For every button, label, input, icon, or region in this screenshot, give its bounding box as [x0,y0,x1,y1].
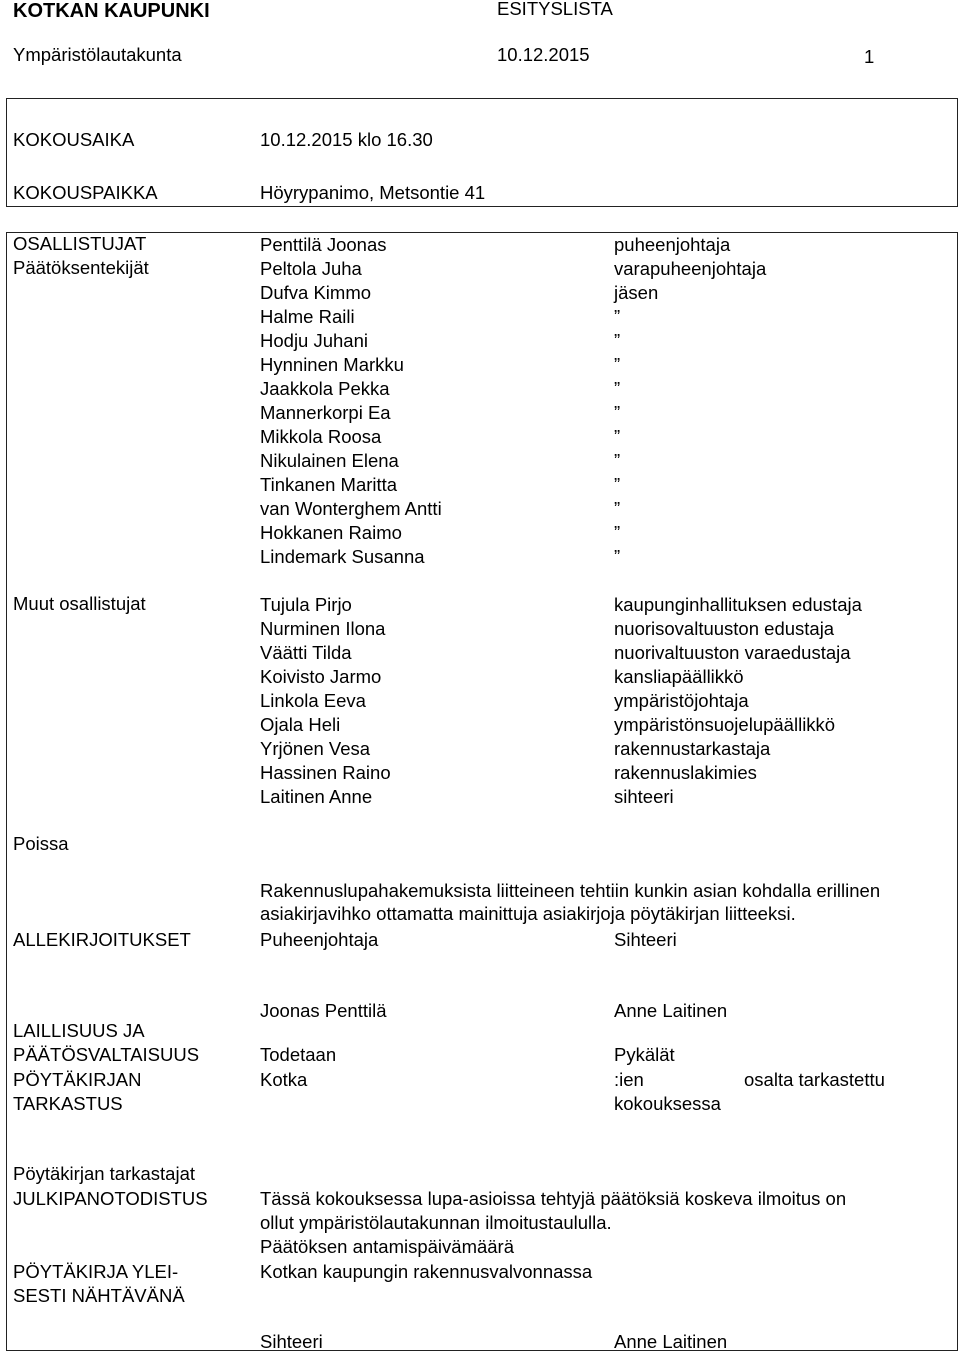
participant-role: ympäristönsuojelupäällikkö [614,714,836,735]
participant-role: ” [614,522,621,543]
posting-line-2: ollut ympäristölautakunnan ilmoitustaululla. [260,1212,612,1233]
public-secretary-name: Anne Laitinen [614,1331,728,1352]
participant-name: Hokkanen Raimo [260,522,402,543]
posting-line-1: Tässä kokouksessa lupa-asioissa tehtyjä päätöksiä koskeva ilmoitus on [260,1188,847,1209]
city-title: KOTKAN KAUPUNKI [13,0,210,22]
legality-confirmed: Todetaan [260,1044,337,1065]
box-left-border [6,98,7,206]
public-place-text: Kotkan kaupungin rakennusvalvonnassa [260,1261,593,1282]
legality-label-line-2: PÄÄTÖSVALTAISUUS [13,1044,200,1065]
participant-name: Yrjönen Vesa [260,738,371,759]
box-right-border-2 [957,232,958,1350]
participant-role: jäsen [614,282,659,303]
participant-role: ” [614,378,621,399]
participant-name: Dufva Kimmo [260,282,372,303]
chair-name: Joonas Penttilä [260,1000,387,1021]
posting-line-3: Päätöksen antamispäivämäärä [260,1236,515,1257]
participant-name: van Wonterghem Antti [260,498,442,519]
decision-makers-label: Päätöksentekijät [13,257,149,278]
participant-name: Hynninen Markku [260,354,404,375]
participant-name: Koivisto Jarmo [260,666,382,687]
header-date: 10.12.2015 [497,44,590,65]
other-participants-label: Muut osallistujat [13,593,146,614]
review-checked-text: osalta tarkastettu [744,1069,885,1090]
participant-role: ” [614,450,621,471]
participant-role: nuorivaltuuston varaedustaja [614,642,851,663]
participant-name: Penttilä Joonas [260,234,387,255]
sections-label: Pykälät [614,1044,675,1065]
participant-name: Halme Raili [260,306,355,327]
chair-title: Puheenjohtaja [260,929,379,950]
box-divider-2 [6,232,958,233]
participant-role: puheenjohtaja [614,234,731,255]
participant-role: ” [614,354,621,375]
participant-role: kaupunginhallituksen edustaja [614,594,862,615]
meeting-place-value: Höyrypanimo, Metsontie 41 [260,182,486,203]
box-divider-1 [6,206,958,207]
participant-name: Lindemark Susanna [260,546,425,567]
box-top-border [6,98,958,99]
box-right-border [957,98,958,206]
review-meeting-text: kokouksessa [614,1093,721,1114]
public-label-line-2: SESTI NÄHTÄVÄNÄ [13,1285,185,1306]
meeting-time-label: KOKOUSAIKA [13,129,135,150]
page-number: 1 [864,46,875,67]
participant-name: Linkola Eeva [260,690,366,711]
participant-name: Tujula Pirjo [260,594,352,615]
review-label-line-1: PÖYTÄKIRJAN [13,1069,142,1090]
participant-role: kansliapäällikkö [614,666,744,687]
participant-role: ” [614,474,621,495]
secretary-name: Anne Laitinen [614,1000,728,1021]
secretary-title: Sihteeri [614,929,677,950]
participant-role: varapuheenjohtaja [614,258,767,279]
meeting-time-value: 10.12.2015 klo 16.30 [260,129,433,150]
note-line-1: Rakennuslupahakemuksista liitteineen tehtiin kunkin asian kohdalla erillinen [260,880,881,901]
participant-name: Peltola Juha [260,258,362,279]
participant-name: Jaakkola Pekka [260,378,390,399]
participant-name: Laitinen Anne [260,786,373,807]
legality-label-line-1: LAILLISUUS JA [13,1020,145,1041]
review-label-line-2: TARKASTUS [13,1093,123,1114]
participant-role: ” [614,402,621,423]
public-label-line-1: PÖYTÄKIRJA YLEI- [13,1261,179,1282]
sections-suffix: :ien [614,1069,644,1090]
participant-role: ” [614,546,621,567]
participant-role: ” [614,330,621,351]
participant-role: rakennuslakimies [614,762,757,783]
box-left-border-2 [6,232,7,1350]
participant-name: Mikkola Roosa [260,426,382,447]
participant-name: Ojala Heli [260,714,341,735]
participant-name: Väätti Tilda [260,642,352,663]
meeting-place-label: KOKOUSPAIKKA [13,182,158,203]
signatures-label: ALLEKIRJOITUKSET [13,929,191,950]
participant-role: ” [614,426,621,447]
reviewers-label: Pöytäkirjan tarkastajat [13,1163,196,1184]
participant-role: ” [614,498,621,519]
participant-name: Hodju Juhani [260,330,368,351]
box-bottom-border [6,1350,958,1351]
participant-role: ” [614,306,621,327]
absent-label: Poissa [13,833,69,854]
document-type: ESITYSLISTA [497,0,613,19]
participant-role: ympäristöjohtaja [614,690,749,711]
committee-name: Ympäristölautakunta [13,44,182,65]
posting-label: JULKIPANOTODISTUS [13,1188,208,1209]
participant-name: Nurminen Ilona [260,618,386,639]
participant-role: nuorisovaltuuston edustaja [614,618,835,639]
note-line-2: asiakirjavihko ottamatta mainittuja asiakirjoja pöytäkirjan liitteeksi. [260,903,796,924]
participants-label: OSALLISTUJAT [13,233,147,254]
participant-name: Nikulainen Elena [260,450,399,471]
review-place: Kotka [260,1069,308,1090]
participant-role: sihteeri [614,786,674,807]
public-secretary-title: Sihteeri [260,1331,323,1352]
participant-name: Hassinen Raino [260,762,391,783]
participant-role: rakennustarkastaja [614,738,771,759]
participant-name: Tinkanen Maritta [260,474,398,495]
participant-name: Mannerkorpi Ea [260,402,391,423]
